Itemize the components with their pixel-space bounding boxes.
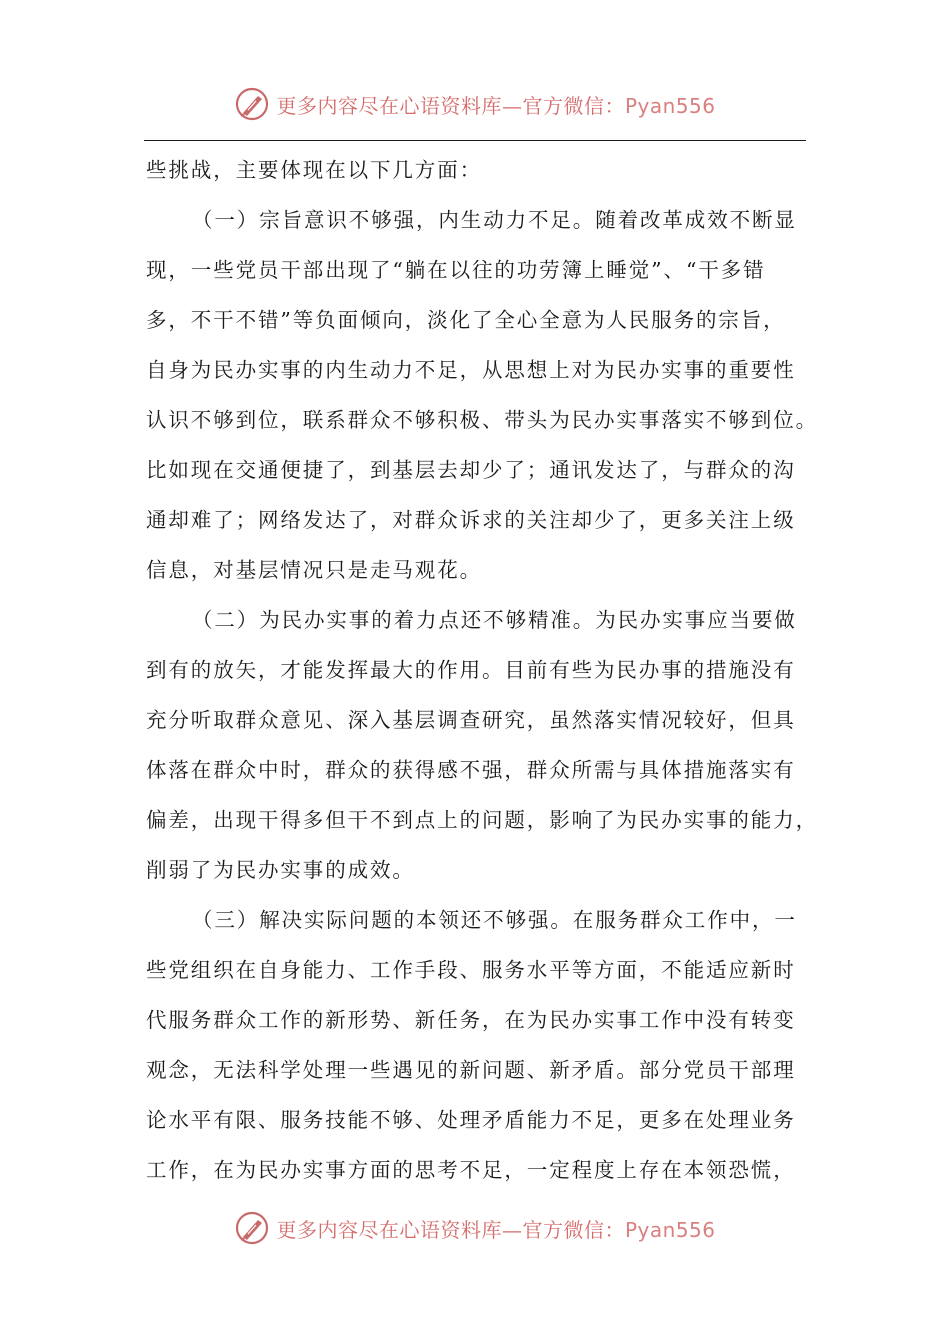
paragraph-heading-1: （一）宗旨意识不够强，内生动力不足。随着改革成效不断显 xyxy=(192,208,797,232)
text-line: 工作，在为民办实事方面的思考不足，一定程度上存在本领恐慌， xyxy=(146,1158,796,1182)
text-line: 削弱了为民办实事的成效。 xyxy=(146,858,415,882)
header-banner xyxy=(0,84,950,124)
text-line: 信息，对基层情况只是走马观花。 xyxy=(146,558,482,582)
text-line: 到有的放矢，才能发挥最大的作用。目前有些为民办事的措施没有 xyxy=(146,658,796,682)
header-banner-text: 更多内容尽在心语资料库—官方微信：Pyan556 xyxy=(276,93,716,118)
wechat-id: Pyan556 xyxy=(624,93,716,118)
text-line: 充分听取群众意见、深入基层调查研究，虽然落实情况较好，但具 xyxy=(146,708,796,732)
text-line: 体落在群众中时，群众的获得感不强，群众所需与具体措施落实有 xyxy=(146,758,796,782)
wechat-id: Pyan556 xyxy=(624,1217,716,1242)
footer-banner-text: 更多内容尽在心语资料库—官方微信：Pyan556 xyxy=(276,1217,716,1242)
footer-banner xyxy=(0,1208,950,1248)
document-body xyxy=(146,145,818,1195)
text-line: 些挑战，主要体现在以下几方面： xyxy=(146,158,482,182)
text-line: 认识不够到位，联系群众不够积极、带头为民办实事落实不够到位。 xyxy=(146,408,818,432)
text-line: 比如现在交通便捷了，到基层去却少了；通讯发达了，与群众的沟 xyxy=(146,458,796,482)
paragraph-heading-2: （二）为民办实事的着力点还不够精准。为民办实事应当要做 xyxy=(192,608,797,632)
text-line: 论水平有限、服务技能不够、处理矛盾能力不足，更多在处理业务 xyxy=(146,1108,796,1132)
pen-nib-logo-icon xyxy=(234,1210,270,1246)
header-divider xyxy=(144,140,806,141)
paragraph-heading-3: （三）解决实际问题的本领还不够强。在服务群众工作中，一 xyxy=(192,908,797,932)
text-line: 代服务群众工作的新形势、新任务，在为民办实事工作中没有转变 xyxy=(146,1008,796,1032)
pen-nib-logo-icon xyxy=(234,86,270,122)
text-line: 些党组织在自身能力、工作手段、服务水平等方面，不能适应新时 xyxy=(146,958,796,982)
text-line: 现，一些党员干部出现了“躺在以往的功劳簿上睡觉”、“干多错 xyxy=(146,258,766,282)
text-line: 通却难了；网络发达了，对群众诉求的关注却少了，更多关注上级 xyxy=(146,508,796,532)
text-line: 多，不干不错”等负面倾向，淡化了全心全意为人民服务的宗旨， xyxy=(146,308,786,332)
text-line: 观念，无法科学处理一些遇见的新问题、新矛盾。部分党员干部理 xyxy=(146,1058,796,1082)
text-line: 自身为民办实事的内生动力不足，从思想上对为民办实事的重要性 xyxy=(146,358,796,382)
text-line: 偏差，出现干得多但干不到点上的问题，影响了为民办实事的能力， xyxy=(146,808,818,832)
